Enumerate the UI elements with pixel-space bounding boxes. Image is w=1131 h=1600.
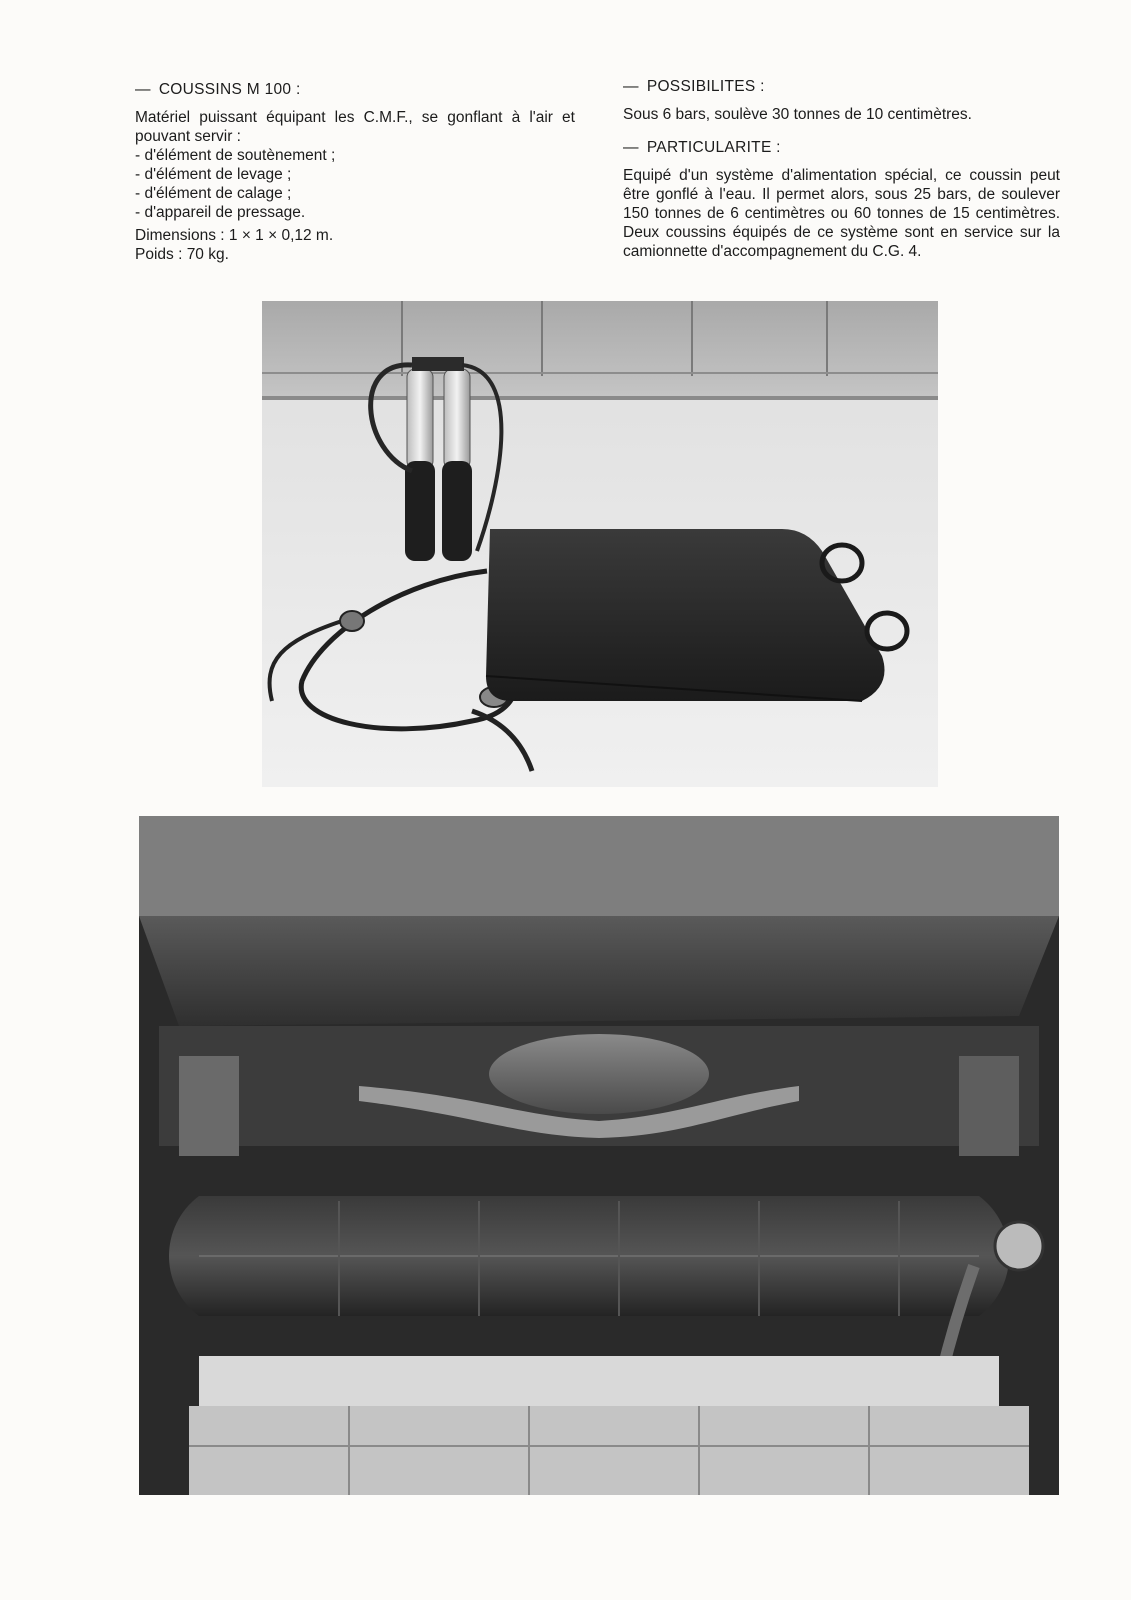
heading-text: POSSIBILITES : [646,78,765,95]
left-column [135,80,575,264]
heading-text: COUSSINS M 100 : [158,81,301,98]
possibilites-heading [623,77,1060,96]
uses-list [135,146,575,222]
possibilites-text: Sous 6 bars, soulève 30 tonnes de 10 centimètres. [623,106,972,123]
cushion-with-bottles-photo [262,301,938,787]
list-item: - d'élément de calage ; [135,185,292,202]
heading-dash: — [623,139,639,156]
heading-dash: — [135,81,151,98]
intro-paragraph: Matériel puissant équipant les C.M.F., se gonflant à l'air et pouvant servir : [135,109,575,145]
dimensions-text: Dimensions : 1 × 1 × 0,12 m. [135,227,334,244]
heading-dash: — [623,78,639,95]
heading-text: PARTICULARITE : [646,139,781,156]
vehicle-lift-illustration [139,816,1059,1495]
coussins-heading [135,80,575,99]
list-item: - d'élément de levage ; [135,166,292,183]
list-item: - d'appareil de pressage. [135,204,306,221]
cushion-under-vehicle-photo [139,816,1059,1495]
right-column [623,77,1060,275]
weight-text: Poids : 70 kg. [135,246,229,263]
cushion-photo-illustration [262,301,938,787]
list-item: - d'élément de soutènement ; [135,147,336,164]
particularite-heading [623,138,1060,157]
particularite-text: Equipé d'un système d'alimentation spécial, ce coussin peut être gonflé à l'eau. Il permet alors, sous 25 bars, de soulever 150 tonnes de 6 centimètres ou 60 tonnes de 15 centimètres. Deux coussins équipés de ce système sont en service sur la camionnette d'accompagnement du C.G. 4. [623,167,1060,260]
